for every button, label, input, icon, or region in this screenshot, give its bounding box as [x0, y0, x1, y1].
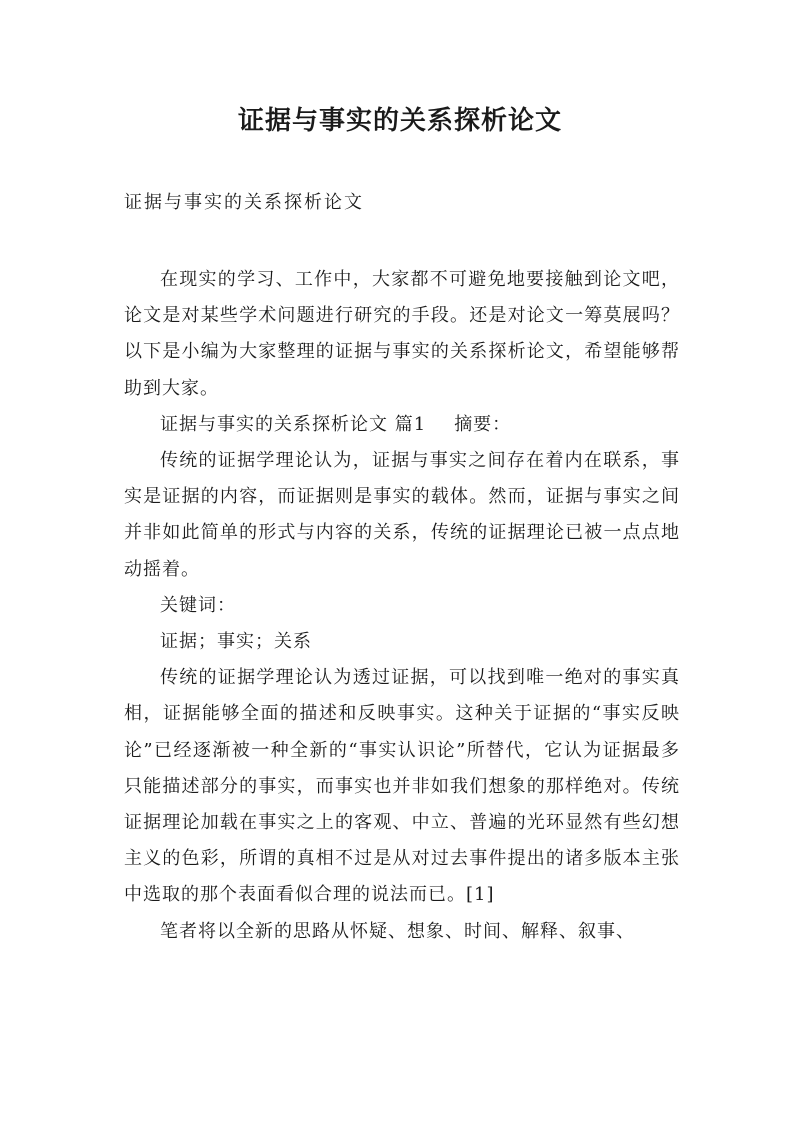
- keywords-list: 证据；事实；关系: [160, 631, 312, 653]
- body-paragraph: 笔者将以全新的思路从怀疑、想象、时间、解释、叙事、: [160, 920, 635, 942]
- keywords-label: 关键词：: [160, 594, 236, 616]
- section-heading-line: [124, 407, 680, 443]
- abstract-label: 摘要：: [454, 413, 512, 435]
- document-subtitle: 证据与事实的关系探析论文: [124, 192, 364, 213]
- document-body: [124, 262, 680, 950]
- intro-paragraph: 在现实的学习、工作中，大家都不可避免地要接触到论文吧，论文是对某些学术问题进行研究的手段。还是对论文一筹莫展吗？以下是小编为大家整理的证据与事实的关系探析论文，希望能够帮助到大家。: [124, 269, 680, 399]
- body-paragraph: 传统的证据学理论认为透过证据，可以找到唯一绝对的事实真相，证据能够全面的描述和反映事实。这种关于证据的“事实反映论”已经逐渐被一种全新的“事实认识论”所替代，它认为证据最多只能描述部分的事实，而事实也并非如我们想象的那样绝对。传统证据理论加载在事实之上的客观、中立、普遍的光环显然有些幻想主义的色彩，所谓的真相不过是从对过去事件提出的诸多版本主张中选取的那个表面看似合理的说法而已。[1]: [124, 667, 680, 906]
- section-heading: 证据与事实的关系探析论文 篇1: [160, 413, 427, 435]
- abstract-paragraph: 传统的证据学理论认为，证据与事实之间存在着内在联系，事实是证据的内容，而证据则是事实的载体。然而，证据与事实之间并非如此简单的形式与内容的关系，传统的证据理论已被一点点地动摇着。: [124, 450, 680, 580]
- document-title: 证据与事实的关系探析论文: [237, 106, 562, 136]
